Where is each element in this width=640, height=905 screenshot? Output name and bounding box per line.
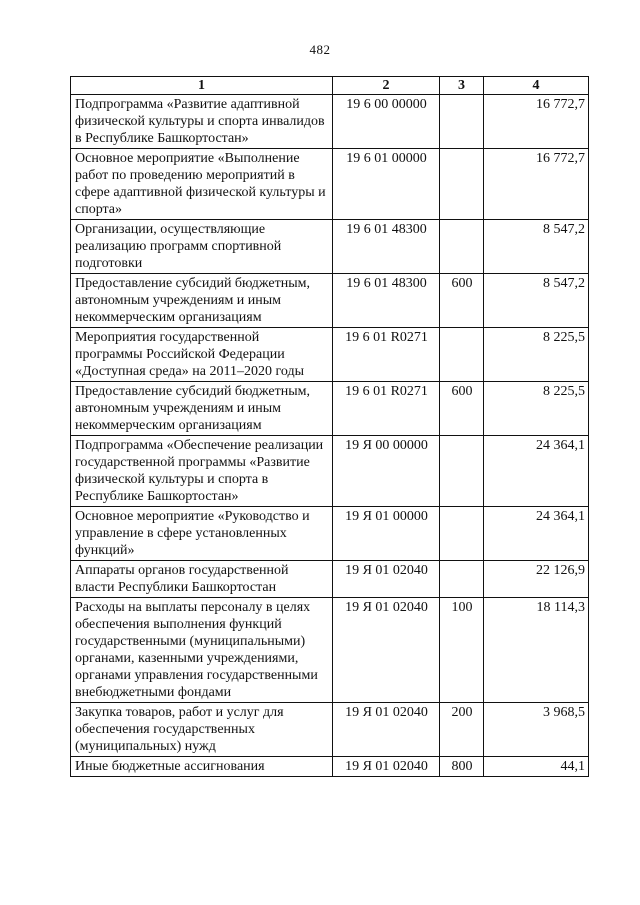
row-code-cell: 19 6 01 48300 bbox=[333, 220, 440, 274]
row-type-cell: 600 bbox=[440, 382, 484, 436]
row-code-cell: 19 Я 01 02040 bbox=[333, 703, 440, 757]
column-header-4: 4 bbox=[484, 77, 589, 95]
row-name-cell: Организации, осуществляющие реализацию программ спортивной подготовки bbox=[71, 220, 333, 274]
row-name-cell: Подпрограмма «Обеспечение реализации государственной программы «Развитие физической культуры и спорта в Республике Башкортостан» bbox=[71, 436, 333, 507]
row-name-cell: Предоставление субсидий бюджетным, автономным учреждениям и иным некоммерческим организациям bbox=[71, 382, 333, 436]
row-code-cell: 19 6 01 48300 bbox=[333, 274, 440, 328]
row-name-cell: Предоставление субсидий бюджетным, автономным учреждениям и иным некоммерческим организациям bbox=[71, 274, 333, 328]
row-amount-cell: 24 364,1 bbox=[484, 507, 589, 561]
column-header-3: 3 bbox=[440, 77, 484, 95]
table-row bbox=[71, 436, 589, 507]
row-type-cell bbox=[440, 220, 484, 274]
row-amount-cell: 8 547,2 bbox=[484, 274, 589, 328]
row-name-cell: Основное мероприятие «Руководство и управление в сфере установленных функций» bbox=[71, 507, 333, 561]
row-name-cell: Основное мероприятие «Выполнение работ по проведению мероприятий в сфере адаптивной физической культуры и спорта» bbox=[71, 149, 333, 220]
row-name-cell: Аппараты органов государственной власти Республики Башкортостан bbox=[71, 561, 333, 598]
row-amount-cell: 8 225,5 bbox=[484, 382, 589, 436]
row-amount-cell: 8 225,5 bbox=[484, 328, 589, 382]
table-row bbox=[71, 561, 589, 598]
row-amount-cell: 8 547,2 bbox=[484, 220, 589, 274]
row-amount-cell: 22 126,9 bbox=[484, 561, 589, 598]
row-type-cell: 200 bbox=[440, 703, 484, 757]
row-code-cell: 19 6 01 R0271 bbox=[333, 328, 440, 382]
row-type-cell: 100 bbox=[440, 598, 484, 703]
table-row bbox=[71, 382, 589, 436]
row-type-cell bbox=[440, 436, 484, 507]
column-header-2: 2 bbox=[333, 77, 440, 95]
row-code-cell: 19 Я 01 00000 bbox=[333, 507, 440, 561]
budget-table bbox=[70, 76, 589, 777]
row-code-cell: 19 Я 01 02040 bbox=[333, 757, 440, 777]
row-code-cell: 19 6 01 R0271 bbox=[333, 382, 440, 436]
page-number: 482 bbox=[309, 42, 331, 57]
row-name-cell: Мероприятия государственной программы Российской Федерации «Доступная среда» на 2011–2020 годы bbox=[71, 328, 333, 382]
table-row bbox=[71, 328, 589, 382]
column-header-1: 1 bbox=[71, 77, 333, 95]
table-row bbox=[71, 507, 589, 561]
table-row bbox=[71, 757, 589, 777]
row-name-cell: Расходы на выплаты персоналу в целях обеспечения выполнения функций государственными (муниципальными) органами, казенными учреждениями, органами управления государственными внебюджетными фондами bbox=[71, 598, 333, 703]
row-amount-cell: 3 968,5 bbox=[484, 703, 589, 757]
row-type-cell bbox=[440, 95, 484, 149]
row-amount-cell: 18 114,3 bbox=[484, 598, 589, 703]
row-type-cell: 800 bbox=[440, 757, 484, 777]
table-row bbox=[71, 703, 589, 757]
row-name-cell: Подпрограмма «Развитие адаптивной физической культуры и спорта инвалидов в Республике Башкортостан» bbox=[71, 95, 333, 149]
row-type-cell bbox=[440, 149, 484, 220]
row-amount-cell: 24 364,1 bbox=[484, 436, 589, 507]
row-name-cell: Иные бюджетные ассигнования bbox=[71, 757, 333, 777]
row-code-cell: 19 Я 00 00000 bbox=[333, 436, 440, 507]
row-code-cell: 19 6 00 00000 bbox=[333, 95, 440, 149]
table-row bbox=[71, 598, 589, 703]
row-amount-cell: 16 772,7 bbox=[484, 149, 589, 220]
row-type-cell bbox=[440, 507, 484, 561]
row-type-cell bbox=[440, 328, 484, 382]
row-type-cell bbox=[440, 561, 484, 598]
row-type-cell: 600 bbox=[440, 274, 484, 328]
row-code-cell: 19 6 01 00000 bbox=[333, 149, 440, 220]
row-name-cell: Закупка товаров, работ и услуг для обеспечения государственных (муниципальных) нужд bbox=[71, 703, 333, 757]
table-row bbox=[71, 149, 589, 220]
table-row bbox=[71, 274, 589, 328]
row-code-cell: 19 Я 01 02040 bbox=[333, 598, 440, 703]
table-row bbox=[71, 95, 589, 149]
row-amount-cell: 16 772,7 bbox=[484, 95, 589, 149]
row-amount-cell: 44,1 bbox=[484, 757, 589, 777]
table-row bbox=[71, 220, 589, 274]
table-header-row bbox=[71, 77, 589, 95]
row-code-cell: 19 Я 01 02040 bbox=[333, 561, 440, 598]
